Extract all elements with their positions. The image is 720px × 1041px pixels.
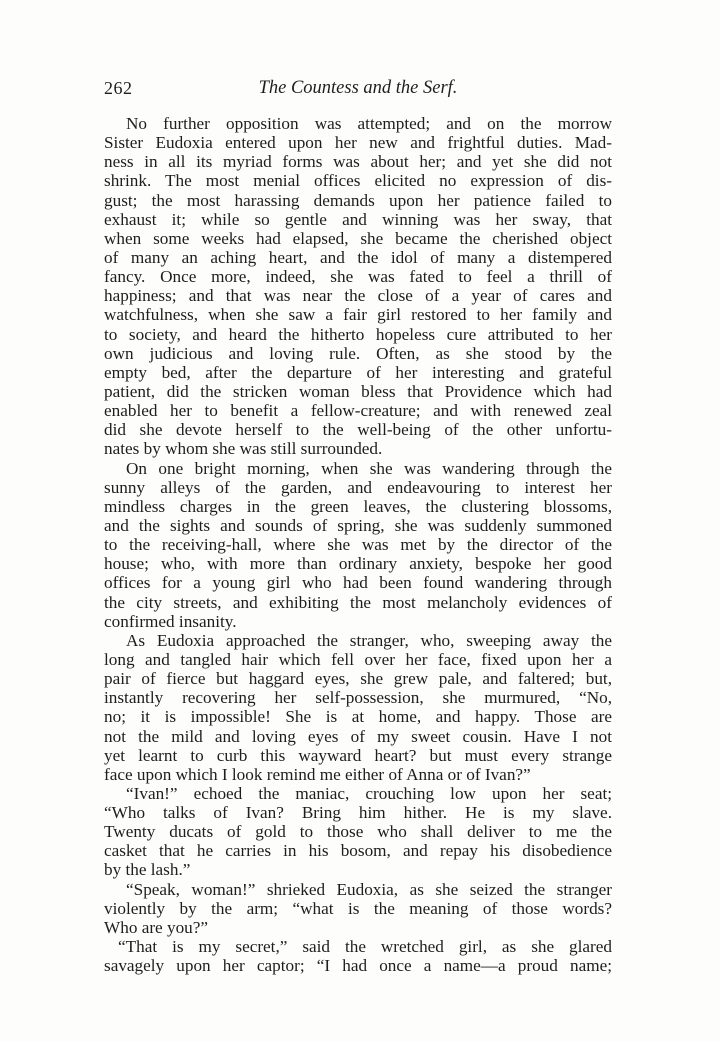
text-line: “Speak, woman!” shrieked Eudoxia, as she seized the stranger	[126, 879, 612, 899]
running-title: The Countess and the Serf.	[258, 78, 458, 98]
text-line: “Who talks of Ivan? Bring him hither. He is my slave.	[104, 803, 612, 823]
page-header	[104, 78, 612, 102]
text-line: patient, did the stricken woman bless that Providence which had	[104, 381, 612, 401]
text-line: not the mild and loving eyes of my sweet cousin. Have I not	[104, 726, 612, 746]
text-line: violently by the arm; “what is the meaning of those words?	[104, 898, 612, 918]
text-line: pair of fierce but haggard eyes, she grew pale, and faltered; but,	[104, 669, 612, 689]
text-line: the city streets, and exhibiting the most melancholy evidences of	[104, 592, 612, 612]
text-line: As Eudoxia approached the stranger, who, sweeping away the	[126, 630, 612, 650]
text-line: face upon which I look remind me either of Anna or of Ivan?”	[104, 764, 531, 784]
text-line: shrink. The most menial offices elicited no expression of dis-	[104, 171, 612, 191]
text-line: gust; the most harassing demands upon her patience failed to	[104, 190, 612, 210]
text-line: did she devote herself to the well-being of the other unfortu-	[104, 420, 612, 440]
text-line: Twenty ducats of gold to those who shall deliver to me the	[104, 822, 612, 842]
body-text	[104, 114, 612, 975]
text-line: instantly recovering her self-possession, she murmured, “No,	[104, 688, 612, 708]
text-line: watchfulness, when she saw a fair girl restored to her family and	[104, 305, 612, 325]
text-line: exhaust it; while so gentle and winning was her sway, that	[104, 209, 612, 229]
text-line: no; it is impossible! She is at home, and happy. Those are	[104, 707, 612, 727]
text-line: and the sights and sounds of spring, she was suddenly summoned	[104, 515, 612, 535]
text-line: mindless charges in the green leaves, the clustering blossoms,	[104, 496, 612, 516]
page-number: 262	[104, 78, 133, 98]
text-line: house; who, with more than ordinary anxiety, bespoke her good	[104, 554, 612, 574]
text-line: No further opposition was attempted; and on the morrow	[126, 114, 612, 133]
text-line: “That is my secret,” said the wretched girl, as she glared	[118, 937, 612, 957]
text-line: “Ivan!” echoed the maniac, crouching low upon her seat;	[126, 783, 612, 803]
text-line: enabled her to benefit a fellow-creature; and with renewed zeal	[104, 401, 612, 421]
text-line: offices for a young girl who had been found wandering through	[104, 573, 612, 593]
text-line: casket that he carries in his bosom, and repay his disobedience	[104, 841, 612, 861]
text-line: long and tangled hair which fell over her face, fixed upon her a	[104, 649, 612, 669]
text-line: On one bright morning, when she was wandering through the	[126, 458, 612, 478]
text-line: sunny alleys of the garden, and endeavouring to interest her	[104, 477, 612, 497]
text-line: happiness; and that was near the close of a year of cares and	[104, 286, 612, 306]
text-line: ness in all its myriad forms was about her; and yet she did not	[104, 152, 612, 172]
text-line: yet learnt to curb this wayward heart? but must every strange	[104, 745, 612, 765]
text-line: when some weeks had elapsed, she became the cherished object	[104, 228, 612, 248]
text-line: to society, and heard the hitherto hopeless cure attributed to her	[104, 324, 612, 344]
text-line: by the lash.”	[104, 860, 191, 880]
text-line: empty bed, after the departure of her interesting and grateful	[104, 362, 612, 382]
text-line: nates by whom she was still surrounded.	[104, 439, 383, 459]
text-line: of many an aching heart, and the idol of many a distempered	[104, 247, 612, 267]
text-line: savagely upon her captor; “I had once a name—a proud name;	[104, 956, 612, 976]
text-line: Who are you?”	[104, 917, 209, 937]
text-line: own judicious and loving rule. Often, as she stood by the	[104, 343, 612, 363]
text-line: Sister Eudoxia entered upon her new and frightful duties. Mad-	[104, 133, 612, 153]
text-line: to the receiving-hall, where she was met by the director of the	[104, 535, 612, 555]
text-line: fancy. Once more, indeed, she was fated to feel a thrill of	[104, 267, 612, 287]
text-line: confirmed insanity.	[104, 611, 237, 631]
